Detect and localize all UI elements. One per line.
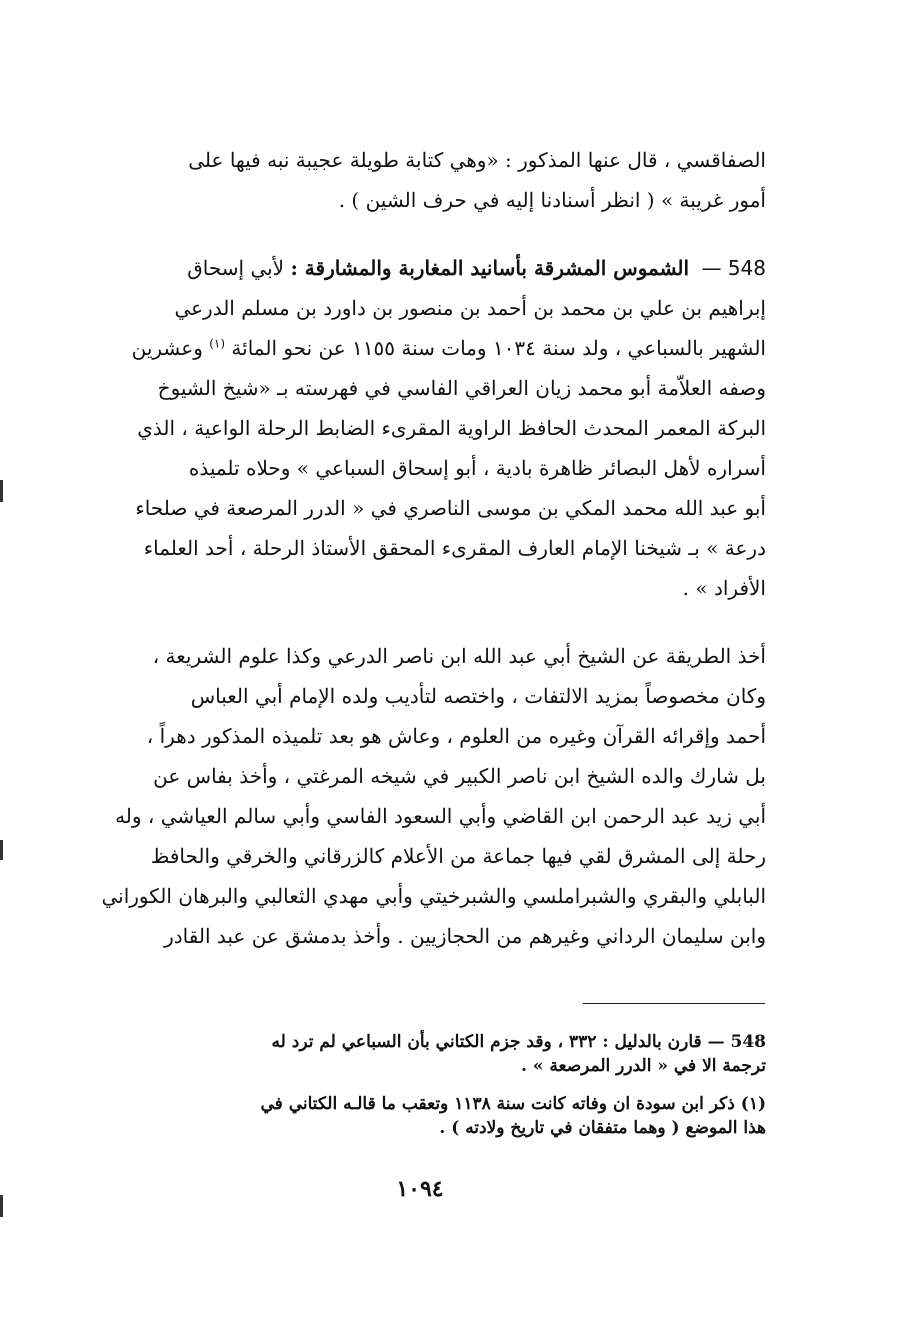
entry-548	[90, 248, 766, 608]
text-line: أبي زيد عبد الرحمن ابن القاضي وأبي السعود الفاسي وأبي سالم العياشي ، وله	[115, 804, 766, 828]
text-line: وكان مخصوصاً بمزيد الالتفات ، واختصه لتأديب ولده الإمام أبي العباس	[190, 684, 766, 708]
text-line: أمور غريبة » ( انظر أسنادنا إليه في حرف الشين ) .	[338, 188, 766, 212]
main-text	[90, 140, 766, 968]
scan-edge-mark	[0, 1195, 3, 1217]
text-line: بل شارك والده الشيخ ابن ناصر الكبير في شيخه المرغتي ، وأخذ بفاس عن	[153, 764, 766, 788]
text-line: أبو عبد الله محمد المكي بن موسى الناصري في « الدرر المرصعة في صلحاء	[135, 496, 766, 520]
text-line: إبراهيم بن علي بن محمد بن أحمد بن منصور بن داورد بن مسلم الدرعي	[174, 296, 766, 320]
text-line: أحمد وإقرائه القرآن وغيره من العلوم ، وعاش هو بعد تلميذه المذكور دهراً ،	[146, 724, 766, 748]
page-number: ١٠٩٤	[396, 1176, 444, 1202]
text-line: أخذ الطريقة عن الشيخ أبي عبد الله ابن ناصر الدرعي وكذا علوم الشريعة ،	[152, 644, 766, 668]
text-line: البابلي والبقري والشبراملسي والشبرخيتي وأبي مهدي الثعالبي والبرهان الكوراني	[101, 884, 766, 908]
footnote-1	[92, 1092, 766, 1140]
entry-heading-line	[90, 248, 766, 288]
text-line: وابن سليمان الرداني وغيرهم من الحجازيين . وأخذ بدمشق عن عبد القادر	[164, 924, 766, 948]
text-line: وصفه العلاّمة أبو محمد زيان العراقي الفاسي في فهرسته بـ «شيخ الشيوخ	[157, 376, 766, 400]
footnote-divider	[583, 1003, 765, 1004]
text-line: البركة المعمر المحدث الحافظ الراوية المقرىء الضابط الرحلة الواعية ، الذي	[137, 416, 766, 440]
paragraph-1	[90, 140, 766, 220]
paragraph-3	[90, 636, 766, 956]
footnote-line: 548 — قارن بالدليل : ٣٣٢ ، وقد جزم الكتاني بأن السباعي لم ترد له	[271, 1032, 766, 1052]
footnote-ref[interactable]: (١)	[209, 336, 226, 351]
footnote-line: ترجمة الا في « الدرر المرصعة » .	[521, 1056, 766, 1076]
text-line	[90, 328, 766, 368]
footnote-548	[92, 1030, 766, 1078]
footnotes	[92, 1030, 766, 1154]
entry-author: لأبي إسحاق	[187, 256, 285, 280]
footnote-line: (١) ذكر ابن سودة ان وفاته كانت سنة ١١٣٨ وتعقب ما قالـه الكتاني في	[260, 1094, 766, 1114]
text-line: الأفراد » .	[682, 576, 766, 600]
text-segment: الشهير بالسباعي ، ولد سنة ١٠٣٤ ومات سنة ١١٥٥ عن نحو المائة	[231, 336, 766, 360]
footnote-line: هذا الموضع ( وهما متفقان في تاريخ ولادته ) .	[439, 1118, 766, 1138]
text-line: رحلة إلى المشرق لقي فيها جماعة من الأعلام كالزرقاني والخرقي والحافظ	[150, 844, 766, 868]
scan-edge-mark	[0, 480, 3, 502]
entry-number: 548 —	[701, 256, 766, 280]
text-line: الصفاقسي ، قال عنها المذكور : «وهي كتابة طويلة عجيبة نبه فيها على	[188, 148, 766, 172]
text-segment: وعشرين	[131, 336, 203, 360]
text-line: أسراره لأهل البصائر ظاهرة بادية ، أبو إسحاق السباعي » وحلاه تلميذه	[188, 456, 766, 480]
entry-title: الشموس المشرقة بأسانيد المغاربة والمشارقة :	[290, 256, 690, 280]
scan-edge-mark	[0, 840, 3, 860]
text-line: درعة » بـ شيخنا الإمام العارف المقرىء المحقق الأستاذ الرحلة ، أحد العلماء	[143, 536, 766, 560]
